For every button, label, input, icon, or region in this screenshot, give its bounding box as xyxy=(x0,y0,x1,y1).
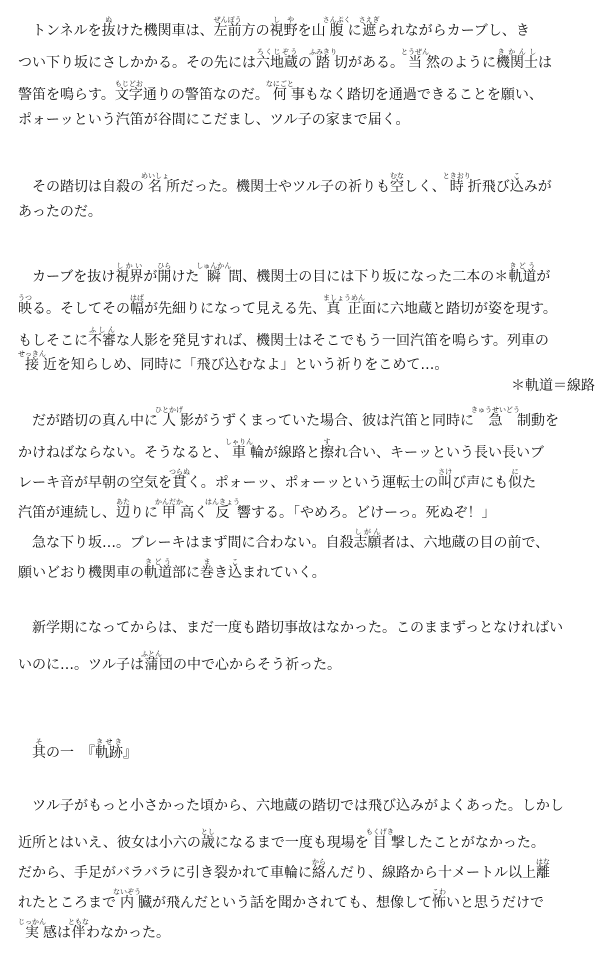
ruby-word xyxy=(508,468,523,491)
ruby-base: 伴 xyxy=(68,925,89,941)
ruby-reading: ともな xyxy=(68,918,89,926)
ruby-word xyxy=(225,438,253,461)
ruby-reading: もくげき xyxy=(365,828,394,836)
text-run: 臓が飛んだという話を聞かされても、想像して xyxy=(138,895,432,911)
ruby-base: 当 xyxy=(401,55,429,71)
ruby-word xyxy=(196,262,232,285)
text-run: 間、機関士の目には下り坂になった二本の＊ xyxy=(228,269,509,285)
text-run: 通りの警笛なのだ。 xyxy=(142,87,269,103)
ruby-reading: しや xyxy=(269,16,298,24)
ruby-word xyxy=(438,468,453,491)
ruby-base: 人 xyxy=(155,413,183,429)
text-run: 高く xyxy=(180,505,208,521)
text-run: の xyxy=(298,55,312,71)
ruby-word xyxy=(200,558,214,581)
ruby-word xyxy=(265,80,294,103)
text-run: 方の xyxy=(241,23,270,39)
text-line xyxy=(0,498,609,521)
ruby-base: 六地蔵 xyxy=(256,55,298,71)
ruby-word xyxy=(432,888,446,911)
ruby-word xyxy=(18,350,46,373)
ruby-base: 込 xyxy=(509,179,524,195)
ruby-word xyxy=(213,16,242,39)
text-run: かけねばならない。そうなると、 xyxy=(18,445,228,461)
text-run: 切がある。 xyxy=(334,55,404,71)
ruby-word xyxy=(18,294,32,317)
ruby-base: 甲 xyxy=(155,505,183,521)
text-run: わなかった。 xyxy=(86,925,170,941)
ruby-reading: めいしょ xyxy=(141,172,169,180)
ruby-reading: さけ xyxy=(438,468,453,476)
text-line xyxy=(0,468,609,491)
ruby-reading: かんだか xyxy=(155,498,183,506)
ruby-reading: ふしん xyxy=(88,326,116,334)
text-line xyxy=(0,888,609,911)
ruby-word xyxy=(115,262,144,285)
text-line xyxy=(0,112,609,128)
text-run: 影がうずくまっていた場合、彼は汽笛と同時に xyxy=(180,413,474,429)
ruby-base: 腹 xyxy=(322,23,351,39)
ruby-reading: うつ xyxy=(18,294,32,302)
text-line xyxy=(0,48,609,71)
text-run: び声にも xyxy=(452,475,509,491)
text-run: けた機関車は、 xyxy=(115,23,214,39)
ruby-base: 貫 xyxy=(169,475,190,491)
text-run: ポォーッという汽笛が谷間にこだまし、ツル子の家まで届く。 xyxy=(18,112,410,128)
text-run: だから、手足がバラバラに引き裂かれて車輪に xyxy=(18,865,312,881)
ruby-word xyxy=(256,48,298,71)
ruby-base: 幅 xyxy=(130,301,144,317)
text-run: き xyxy=(214,565,228,581)
ruby-word xyxy=(68,918,89,941)
ruby-base: 急 xyxy=(471,413,520,429)
text-line xyxy=(0,828,609,851)
text-run: は xyxy=(538,55,552,71)
ruby-word xyxy=(442,172,471,195)
ruby-reading: ひら xyxy=(157,262,172,270)
ruby-reading: ぬ xyxy=(101,16,116,24)
ruby-reading: ふみきり xyxy=(309,48,337,56)
text-run: 折飛び xyxy=(467,179,510,195)
ruby-word xyxy=(323,294,365,317)
text-line xyxy=(0,262,609,285)
ruby-reading: そ xyxy=(32,738,46,746)
ruby-base: 映 xyxy=(18,301,32,317)
text-run: みが xyxy=(523,179,552,195)
ruby-word xyxy=(88,326,116,349)
ruby-base: 瞬 xyxy=(196,269,232,285)
ruby-base: 遮 xyxy=(358,23,380,39)
text-run: だが踏切の真ん中に xyxy=(32,413,158,429)
text-run: に xyxy=(347,23,362,39)
ruby-reading: に xyxy=(508,468,523,476)
text-run: しく、 xyxy=(404,179,446,195)
text-run: 部に xyxy=(172,565,200,581)
text-run: いのに…。ツル子は xyxy=(18,657,144,673)
text-line xyxy=(0,16,609,39)
ruby-word xyxy=(390,172,404,195)
ruby-reading: ましょうめん xyxy=(323,294,365,302)
text-run: レーキ音が早朝の空気を xyxy=(18,475,172,491)
ruby-reading: しかい xyxy=(115,262,144,270)
text-run: の一 『 xyxy=(46,745,95,761)
ruby-base: 真正 xyxy=(323,301,365,317)
ruby-word xyxy=(509,172,524,195)
ruby-base: 実 xyxy=(18,925,46,941)
ruby-word xyxy=(536,858,550,881)
ruby-reading: きどう xyxy=(508,262,537,270)
ruby-base: 内 xyxy=(113,895,141,911)
text-run: 近所とはいえ、彼女は小六の xyxy=(18,835,201,851)
text-run: が xyxy=(143,269,158,285)
ruby-reading: す xyxy=(320,438,334,446)
text-run: 制動を xyxy=(517,413,559,429)
ruby-reading: こ xyxy=(228,558,242,566)
ruby-reading: しがん xyxy=(353,528,382,536)
text-run: 撃したことがなかった。 xyxy=(390,835,545,851)
ruby-reading: むな xyxy=(390,172,404,180)
ruby-reading: なにごと xyxy=(265,80,294,88)
text-line xyxy=(0,294,609,317)
text-run: 輪が線路と xyxy=(250,445,320,461)
text-line xyxy=(0,204,609,220)
ruby-word xyxy=(113,888,141,911)
text-line xyxy=(0,858,609,881)
text-run: 然のように xyxy=(426,55,496,71)
ruby-base: 空 xyxy=(390,179,404,195)
text-run: りに xyxy=(130,505,158,521)
text-run: れたところまで xyxy=(18,895,116,911)
ruby-reading: しゃりん xyxy=(225,438,253,446)
text-line xyxy=(0,438,609,461)
ruby-reading: はば xyxy=(130,294,144,302)
ruby-word xyxy=(144,558,172,581)
text-run: 感は xyxy=(43,925,71,941)
text-run: カーブを抜け xyxy=(32,269,116,285)
text-run: 急な下り坂…。ブレーキはまず間に合わない。自殺 xyxy=(32,535,354,551)
text-run: る。そしてその xyxy=(32,301,130,317)
text-run: 願いどおり機関車の xyxy=(18,565,144,581)
ruby-base: 抜 xyxy=(101,23,116,39)
ruby-reading: せっきん xyxy=(18,350,46,358)
ruby-word xyxy=(320,438,334,461)
text-run: を山 xyxy=(297,23,326,39)
text-run: ＊軌道＝線路 xyxy=(511,378,595,394)
text-line xyxy=(0,172,609,195)
ruby-word xyxy=(155,498,183,521)
ruby-reading: じっかん xyxy=(18,918,46,926)
ruby-word xyxy=(471,406,520,429)
ruby-base: 視界 xyxy=(115,269,144,285)
text-run: が xyxy=(536,269,551,285)
ruby-base: 不審 xyxy=(88,333,116,349)
text-run: 警笛を鳴らす。 xyxy=(18,87,115,103)
ruby-reading: しゅんかん xyxy=(196,262,232,270)
ruby-reading: ぜんぽう xyxy=(213,16,242,24)
ruby-base: 巻 xyxy=(200,565,214,581)
ruby-word xyxy=(157,262,172,285)
text-run: 近を知らしめ、同時に「飛び込むなよ」という祈りをこめて…。 xyxy=(42,357,449,373)
text-run: ツル子がもっと小さかった頃から、六地蔵の踏切では飛び込みがよくあった。しかし xyxy=(32,798,564,814)
ruby-base: 絡 xyxy=(312,865,326,881)
text-line xyxy=(0,620,609,636)
ruby-base: 時 xyxy=(442,179,471,195)
ruby-reading: きせき xyxy=(95,738,123,746)
ruby-reading: ろくじぞう xyxy=(256,48,298,56)
ruby-word xyxy=(116,498,130,521)
ruby-base: 踏 xyxy=(309,55,337,71)
ruby-base: 擦 xyxy=(320,445,334,461)
text-line xyxy=(0,406,609,429)
text-run: あったのだ。 xyxy=(18,204,102,220)
text-line xyxy=(0,350,609,373)
ruby-base: 反 xyxy=(205,505,240,521)
ruby-base: 軌跡 xyxy=(95,745,123,761)
ruby-word xyxy=(269,16,298,39)
ruby-base: 左前 xyxy=(213,23,242,39)
ruby-base: 辺 xyxy=(116,505,130,521)
text-run: まれていく。 xyxy=(242,565,326,581)
text-run: いと思うだけで xyxy=(446,895,544,911)
text-run: た xyxy=(522,475,537,491)
ruby-word xyxy=(312,858,326,881)
ruby-reading: から xyxy=(312,858,326,866)
ruby-base: 機関士 xyxy=(496,55,538,71)
ruby-base: 何 xyxy=(265,87,294,103)
text-run: 団の中で心からそう祈った。 xyxy=(159,657,341,673)
ruby-word xyxy=(205,498,240,521)
ruby-word xyxy=(114,80,143,103)
ruby-reading: とうぜん xyxy=(401,48,429,56)
ruby-base: 視野 xyxy=(269,23,298,39)
ruby-reading: きゅうせいどう xyxy=(471,406,520,414)
ruby-word xyxy=(95,738,123,761)
ruby-reading: とし xyxy=(200,828,215,836)
ruby-base: 軌道 xyxy=(144,565,172,581)
ruby-reading: きかんし xyxy=(496,48,538,56)
text-run: もしそこに xyxy=(18,333,88,349)
ruby-reading: きどう xyxy=(144,558,172,566)
text-run: 事もなく踏切を通過できることを願い、 xyxy=(290,87,543,103)
ruby-reading: つらぬ xyxy=(169,468,190,476)
text-run: になるまで一度も現場を xyxy=(214,835,369,851)
text-line xyxy=(0,80,609,103)
text-line xyxy=(0,918,609,941)
text-line xyxy=(0,558,609,581)
text-line xyxy=(0,798,609,814)
section-heading xyxy=(0,738,609,761)
text-run: れ合い、キーッという長い長いブ xyxy=(334,445,544,461)
text-line xyxy=(0,650,609,673)
ruby-reading: もじどお xyxy=(114,80,143,88)
ruby-base: 離 xyxy=(536,865,550,881)
ruby-word xyxy=(141,172,169,195)
ruby-reading: ふとん xyxy=(141,650,162,658)
ruby-base: 蒲 xyxy=(141,657,162,673)
ruby-word xyxy=(496,48,538,71)
ruby-base: 志願 xyxy=(353,535,382,551)
text-run: その踏切は自殺の xyxy=(32,179,144,195)
ruby-base: 叫 xyxy=(438,475,453,491)
text-run: 響する。「やめろ。どけーっ。死ぬぞ！」 xyxy=(237,505,496,521)
footnote xyxy=(511,378,595,394)
text-run: 者は、六地蔵の目の前で、 xyxy=(381,535,550,551)
text-run: 所だった。機関士やツル子の祈りも xyxy=(166,179,390,195)
ruby-reading: あた xyxy=(116,498,130,506)
ruby-base: 似 xyxy=(508,475,523,491)
ruby-base: 名 xyxy=(141,179,169,195)
text-run: 汽笛が連続し、 xyxy=(18,505,116,521)
ruby-reading: ときおり xyxy=(442,172,471,180)
ruby-word xyxy=(508,262,537,285)
ruby-base: 込 xyxy=(228,565,242,581)
text-run: が先細りになって見える先、 xyxy=(144,301,326,317)
ruby-word xyxy=(141,650,162,673)
ruby-reading: さんぷく xyxy=(322,16,351,24)
ruby-base: 開 xyxy=(157,269,172,285)
text-line xyxy=(0,326,609,349)
ruby-word xyxy=(365,828,394,851)
text-run: けた xyxy=(171,269,200,285)
text-run: んだり、線路から十メートル以上 xyxy=(326,865,536,881)
text-line xyxy=(0,528,609,551)
ruby-word xyxy=(322,16,351,39)
text-run: 面に六地蔵と踏切が姿を現す。 xyxy=(362,301,557,317)
ruby-base: 車 xyxy=(225,445,253,461)
ruby-word xyxy=(101,16,116,39)
ruby-reading: ま xyxy=(200,558,214,566)
ruby-word xyxy=(155,406,183,429)
ruby-base: 軌道 xyxy=(508,269,537,285)
text-run: られながらカーブし、き xyxy=(376,23,530,39)
ruby-word xyxy=(309,48,337,71)
text-run: 』 xyxy=(123,745,137,761)
ruby-word xyxy=(358,16,380,39)
ruby-word xyxy=(32,738,46,761)
ruby-base: 其 xyxy=(32,745,46,761)
text-run: 新学期になってからは、まだ一度も踏切事故はなかった。このままずっとなければい xyxy=(32,620,564,636)
ruby-word xyxy=(401,48,429,71)
ruby-word xyxy=(228,558,242,581)
ruby-base: 目 xyxy=(365,835,394,851)
ruby-word xyxy=(200,828,215,851)
ruby-base: 接 xyxy=(18,357,46,373)
ruby-reading: さえぎ xyxy=(358,16,380,24)
text-run: な人影を発見すれば、機関士はそこでもう一回汽笛を鳴らす。列車の xyxy=(116,333,549,349)
ruby-word xyxy=(169,468,190,491)
ruby-base: 怖 xyxy=(432,895,446,911)
ruby-reading: はんきょう xyxy=(205,498,240,506)
text-run: トンネルを xyxy=(32,23,102,39)
ruby-reading: こ xyxy=(509,172,524,180)
ruby-base: 文字 xyxy=(114,87,143,103)
ruby-word xyxy=(353,528,382,551)
ruby-word xyxy=(18,918,46,941)
ruby-word xyxy=(130,294,144,317)
ruby-reading: こわ xyxy=(432,888,446,896)
ruby-reading: はな xyxy=(536,858,550,866)
ruby-base: 歳 xyxy=(200,835,215,851)
text-run: つい下り坂にさしかかる。その先には xyxy=(18,55,256,71)
ruby-reading: ひとかげ xyxy=(155,406,183,414)
text-run: く。ポォーッ、ポォーッという運転士の xyxy=(187,475,439,491)
ruby-reading: ないぞう xyxy=(113,888,141,896)
